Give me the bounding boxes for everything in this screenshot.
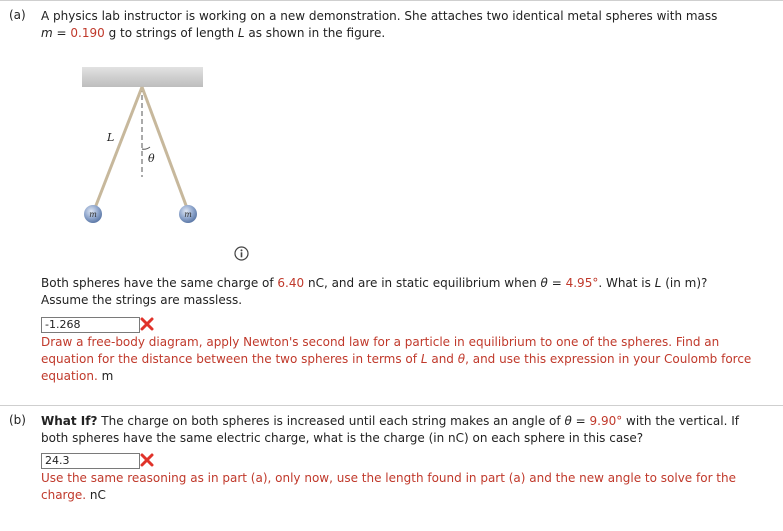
part-a-unit: m (101, 369, 114, 383)
part-b-question (41, 413, 771, 447)
mass-variable: m (41, 26, 53, 40)
equals-sign-2: = (551, 276, 562, 290)
angle-value: 4.95° (565, 276, 599, 290)
part-b-hint-text-2: charge. (41, 488, 87, 502)
right-sphere-label: m (184, 210, 192, 219)
part-b-text-1: The charge on both spheres is increased until each string makes an angle of (101, 414, 561, 428)
left-sphere-label: m (89, 210, 97, 219)
theta-variable: θ (540, 276, 548, 290)
top-divider (0, 0, 783, 1)
question-text-5: Assume the strings are massless. (41, 293, 243, 307)
part-b-text-2: with the vertical. If (626, 414, 739, 428)
figure-label-L: L (107, 131, 115, 144)
angle-arc (142, 147, 150, 149)
incorrect-x-icon (139, 316, 155, 332)
pendulum-figure (82, 67, 212, 227)
ceiling-support (82, 67, 203, 87)
hint-text-1: Draw a free-body diagram, apply Newton's second law for a particle in equilibrium to one of the spheres. Find an (41, 335, 720, 349)
intro-text-2: g to strings of length (108, 26, 235, 40)
part-a-answer-input[interactable] (41, 317, 140, 333)
length-variable: L (237, 26, 245, 40)
part-b-equals: = (575, 414, 586, 428)
part-b-hint-text-1: Use the same reasoning as in part (a), only now, use the length found in part (a) and the new angle to solve for the (41, 471, 737, 485)
incorrect-x-icon (139, 452, 155, 468)
what-if-label: What If? (41, 414, 98, 428)
part-b-text-3: both spheres have the same electric charge, what is the charge (in nC) on each sphere in this case? (41, 431, 644, 445)
part-b-label: (b) (9, 413, 26, 427)
equals-sign: = (56, 26, 67, 40)
hint-length-variable: L (420, 352, 428, 366)
hint-theta-variable: θ (457, 352, 466, 366)
intro-text-1: A physics lab instructor is working on a new demonstration. She attaches two identical metal spheres with mass (41, 9, 718, 23)
part-a-hint (41, 334, 771, 385)
question-text-2: nC, and are in static equilibrium when (307, 276, 537, 290)
hint-text-2a: equation for the distance between the two spheres in terms of (41, 352, 417, 366)
part-b-section (0, 405, 783, 502)
question-text-1: Both spheres have the same charge of (41, 276, 274, 290)
charge-value: 6.40 (277, 276, 305, 290)
hint-text-2c: , and use this expression in your Coulomb force (465, 352, 752, 366)
part-b-answer-input[interactable] (41, 453, 140, 469)
question-text-4: (in m)? (665, 276, 708, 290)
part-a-label: (a) (9, 8, 26, 22)
part-a-intro (41, 8, 771, 42)
mass-value: 0.190 (70, 26, 105, 40)
part-b-unit: nC (89, 488, 106, 502)
info-icon[interactable] (234, 246, 249, 261)
question-text-3: . What is (598, 276, 651, 290)
left-string (95, 87, 142, 208)
part-a-question (41, 275, 771, 309)
intro-text-3: as shown in the figure. (248, 26, 386, 40)
hint-text-3: equation. (41, 369, 98, 383)
part-b-theta-variable: θ (564, 414, 572, 428)
figure-label-theta: θ (148, 152, 155, 165)
part-b-hint (41, 470, 771, 504)
length-variable-2: L (654, 276, 662, 290)
hint-text-2b: and (431, 352, 454, 366)
part-b-angle-value: 9.90° (589, 414, 623, 428)
